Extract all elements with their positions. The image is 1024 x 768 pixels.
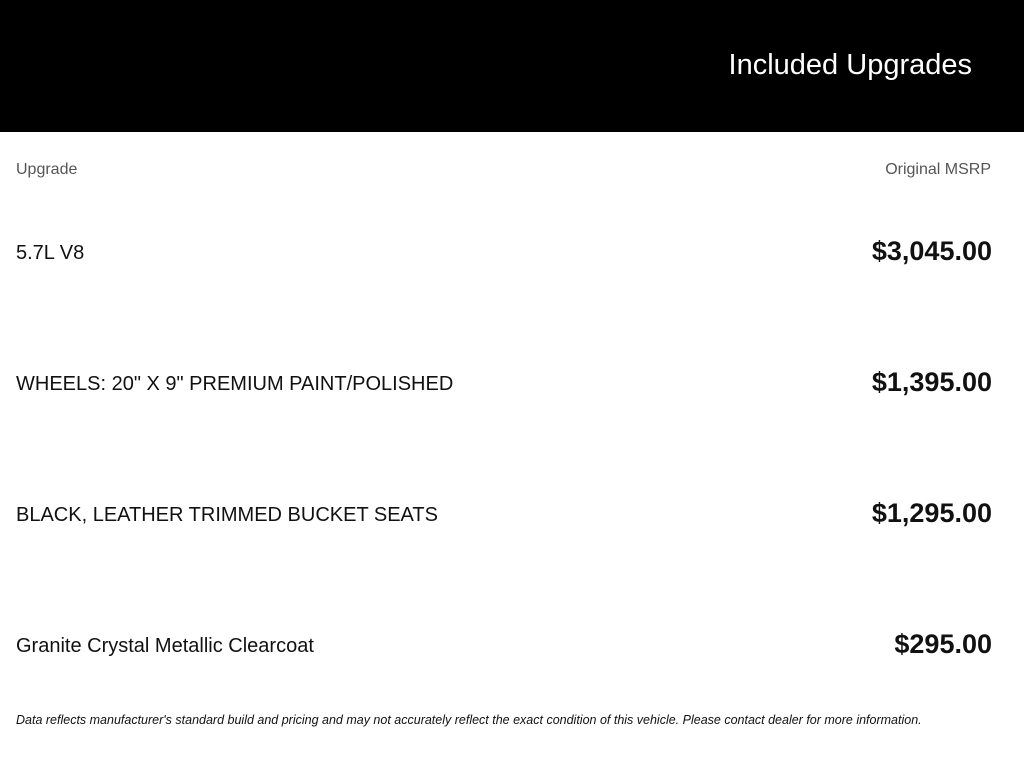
upgrade-price: $3,045.00 — [871, 236, 992, 266]
upgrade-name: WHEELS: 20" X 9" PREMIUM PAINT/POLISHED — [16, 373, 454, 395]
header-bar — [0, 0, 1024, 132]
page-title: Included Upgrades — [728, 49, 972, 81]
upgrade-row — [0, 624, 1024, 664]
upgrade-row — [0, 362, 1024, 402]
column-header-original-msrp: Original MSRP — [885, 161, 991, 178]
upgrade-name: 5.7L V8 — [16, 242, 85, 264]
upgrade-row — [0, 493, 1024, 533]
upgrade-price: $1,395.00 — [871, 367, 992, 397]
upgrade-name: Granite Crystal Metallic Clearcoat — [16, 635, 314, 657]
upgrade-name: BLACK, LEATHER TRIMMED BUCKET SEATS — [16, 504, 438, 526]
upgrade-price: $1,295.00 — [871, 498, 992, 528]
upgrade-price: $295.00 — [894, 629, 992, 659]
disclaimer-text: Data reflects manufacturer's standard build and pricing and may not accurately reflect the exact condition of this vehicle. Please contact dealer for more information. — [16, 713, 922, 727]
column-header-upgrade: Upgrade — [16, 161, 78, 178]
upgrade-row — [0, 231, 1024, 271]
